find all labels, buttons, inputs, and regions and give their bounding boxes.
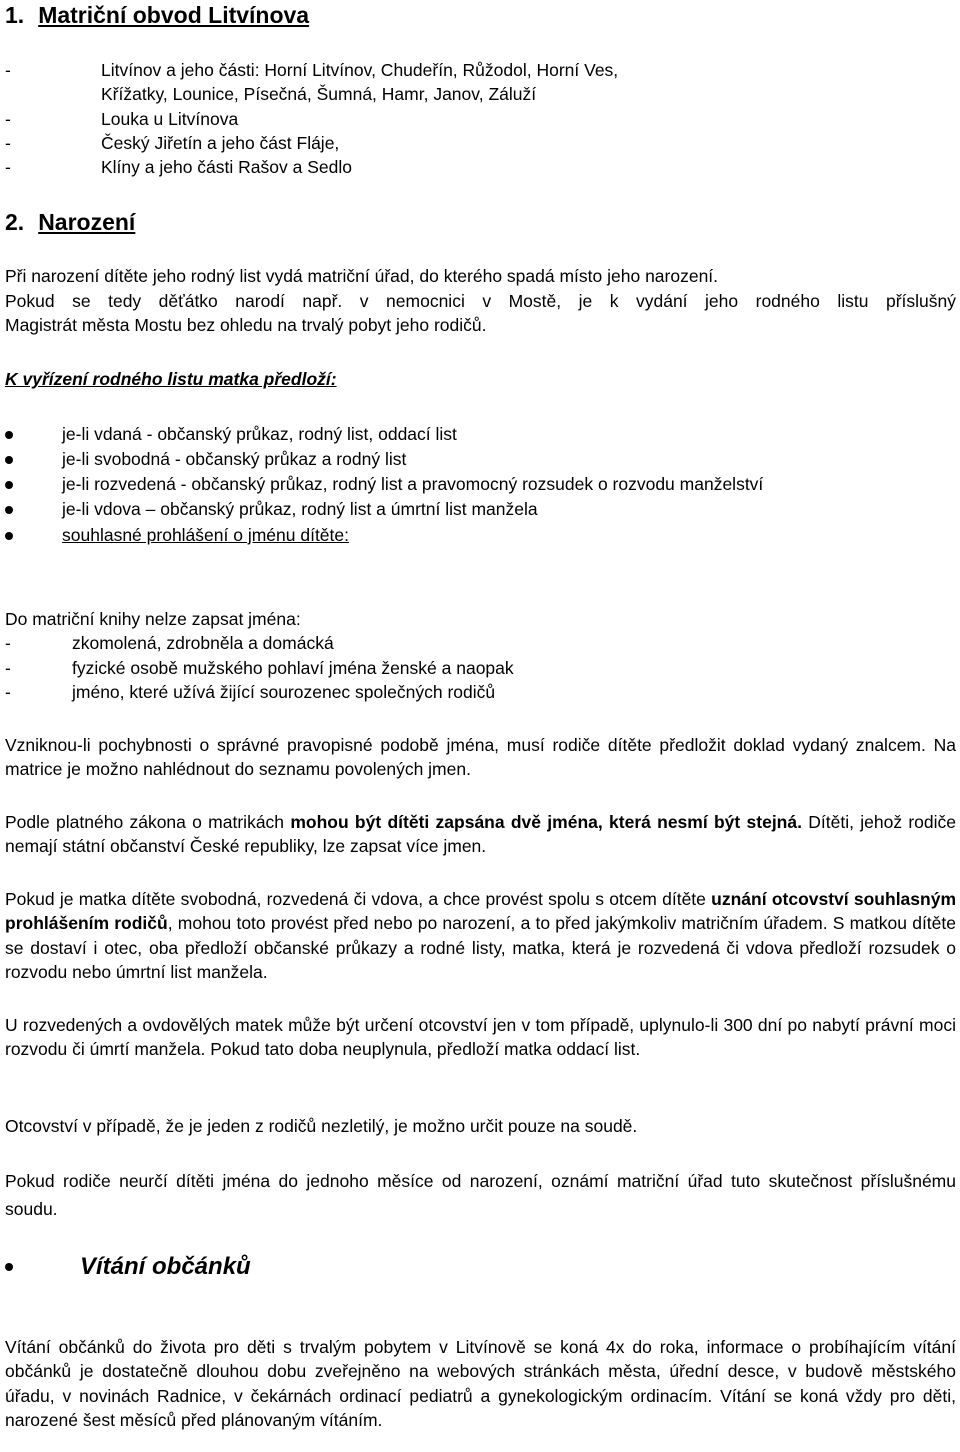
list-dash: - xyxy=(5,133,11,153)
list-item: Český Jiřetín a jeho část Fláje, xyxy=(101,133,340,153)
section-1-number: 1. xyxy=(5,2,25,28)
bullet-icon xyxy=(5,456,13,464)
list-item: Klíny a jeho části Rašov a Sedlo xyxy=(101,157,352,177)
list-dash: - xyxy=(5,157,11,177)
section-2-heading xyxy=(5,207,135,237)
bullet-icon xyxy=(5,431,13,439)
list-item: je-li vdova – občanský průkaz, rodný list a úmrtní list manžela xyxy=(62,499,538,519)
minor-parent-paragraph: Otcovství v případě, že je jeden z rodičů nezletilý, je možno určit pouze na soudě. xyxy=(5,1116,638,1136)
two-names-paragraph xyxy=(5,810,956,859)
welcome-paragraph: Vítání občánků do života pro děti s trvalým pobytem v Litvínově se koná 4x do roka, informace o probíhajícím vítání občánků je dostatečně dlouhou dobu zveřejněno na webových stránkách města, úřední desce, v budově městského úřadu, v novinách Radnice, v čekárnách ordinací pediatrů a gynekologickým ordinacím. Vítání se koná vždy pro děti, narozené šest měsíců před plánovaným vítáním. xyxy=(5,1337,956,1430)
list-item: souhlasné prohlášení o jménu dítěte: xyxy=(62,525,349,545)
list-item: Louka u Litvínova xyxy=(101,109,239,129)
emphasis-run: mohou být dítěti zapsána dvě jména, která nesmí být stejná. xyxy=(290,812,802,832)
names-heading: Do matriční knihy nelze zapsat jména: xyxy=(5,609,301,629)
required-documents-heading: K vyřízení rodného listu matka předloží: xyxy=(5,369,337,389)
text-run: Dítěti, jehož rodiče nemají státní občanství České republiky, lze zapsat více jmen. xyxy=(5,812,957,857)
birth-paragraph-line: Pokud se tedy děťátko narodí např. v nemocnici v Mostě, je k vydání jeho rodného listu příslušný xyxy=(5,291,956,311)
list-dash: - xyxy=(5,109,11,129)
list-item-continuation: Křížatky, Lounice, Písečná, Šumná, Hamr, Janov, Záluží xyxy=(101,84,537,104)
spelling-doubt-paragraph: Vzniknou-li pochybnosti o správné pravopisné podobě jména, musí rodiče dítěte předložit doklad vydaný znalcem. Na matrice je možno nahlédnout do seznamu povolených jmen. xyxy=(5,735,956,780)
text-run: Podle platného zákona o matrikách xyxy=(5,812,291,832)
no-name-paragraph: Pokud rodiče neurčí dítěti jména do jednoho měsíce od narození, oznámí matriční úřad tuto skutečnost příslušnému soudu. xyxy=(5,1171,956,1219)
list-dash: - xyxy=(5,60,11,80)
list-item: je-li rozvedená - občanský průkaz, rodný list a pravomocný rozsudek o rozvodu manželství xyxy=(62,474,764,494)
text-run: Pokud je matka dítěte svobodná, rozvedená či vdova, a chce provést spolu s otcem dítěte xyxy=(5,889,712,909)
bullet-icon xyxy=(5,481,13,489)
emphasis-run: uznání otcovství souhlasným prohlášením rodičů xyxy=(5,889,956,934)
bullet-icon xyxy=(5,532,13,540)
welcome-heading: Vítání občánků xyxy=(80,1253,251,1280)
section-2-title: Narození xyxy=(38,209,136,235)
section-1-title: Matriční obvod Litvínova xyxy=(38,2,310,28)
list-dash: - xyxy=(5,658,11,678)
bullet-icon xyxy=(5,506,13,514)
list-item: jméno, které užívá žijící sourozenec společných rodičů xyxy=(72,682,496,702)
list-item: fyzické osobě mužského pohlaví jména ženské a naopak xyxy=(72,658,514,678)
list-item: je-li svobodná - občanský průkaz a rodný list xyxy=(62,449,407,469)
section-2-number: 2. xyxy=(5,209,25,235)
list-dash: - xyxy=(5,633,11,653)
paternity-paragraph xyxy=(5,887,956,984)
list-item: je-li vdaná - občanský průkaz, rodný list, oddací list xyxy=(62,424,457,444)
list-item: zkomolená, zdrobněla a domácká xyxy=(72,633,334,653)
birth-paragraph-line: Při narození dítěte jeho rodný list vydá matriční úřad, do kterého spadá místo jeho narození. xyxy=(5,266,719,286)
list-dash: - xyxy=(5,682,11,702)
bullet-icon xyxy=(5,1263,13,1271)
divorced-mothers-paragraph: U rozvedených a ovdovělých matek může být určení otcovství jen v tom případě, uplynulo-li 300 dní po nabytí právní moci rozvodu či úmrtí manžela. Pokud tato doba neuplynula, předloží matka oddací list. xyxy=(5,1015,956,1060)
birth-paragraph-line: Magistrát města Mostu bez ohledu na trvalý pobyt jeho rodičů. xyxy=(5,315,487,335)
list-item: Litvínov a jeho části: Horní Litvínov, Chudeřín, Růžodol, Horní Ves, xyxy=(101,60,619,80)
text-run: , mohou toto provést před nebo po narození, a to před jakýmkoliv matričním úřadem. S matkou dítěte se dostaví i otec, oba předloží občanské průkazy a rodné listy, matka, která je rozvedená či vdova předloží rozsudek o rozvodu nebo úmrtní list manžela. xyxy=(5,913,956,982)
section-1-heading xyxy=(5,0,309,30)
